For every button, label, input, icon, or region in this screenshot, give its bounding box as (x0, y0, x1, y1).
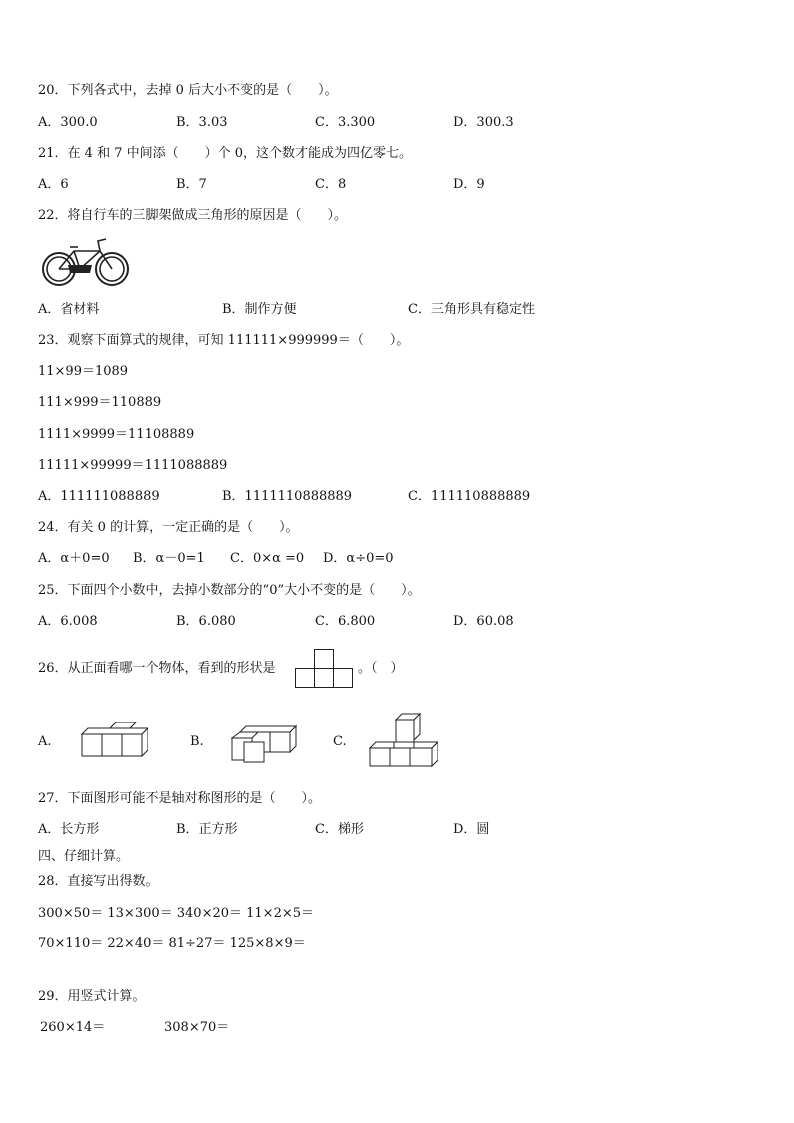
q22-option-a[interactable]: A．省材料 (38, 302, 100, 317)
q21-stem: 21．在 4 和 7 中间添（ ）个 0，这个数才能成为四亿零七。 (38, 146, 413, 161)
q21-option-c[interactable]: C．8 (315, 177, 347, 192)
cube-stack-b-icon[interactable] (230, 724, 298, 764)
q25-option-b[interactable]: B．6.080 (176, 614, 236, 629)
q28-row-2: 70×110＝ 22×40＝ 81÷27＝ 125×8×9＝ (38, 936, 306, 951)
q27-option-b[interactable]: B．正方形 (176, 822, 238, 837)
q26-option-c[interactable]: C. (333, 734, 347, 749)
q20-option-c[interactable]: C．3.300 (315, 115, 376, 130)
q23-option-c[interactable]: C．111110888889 (408, 489, 531, 504)
q24-option-c[interactable]: C．0×α =0 (230, 551, 305, 566)
q28-row-1: 300×50＝ 13×300＝ 340×20＝ 11×2×5＝ (38, 906, 315, 921)
q23-stem: 23．观察下面算式的规律，可知 111111×999999＝（ ）。 (38, 333, 410, 348)
q22-option-c[interactable]: C．三角形具有稳定性 (408, 302, 535, 317)
q27-option-d[interactable]: D．圆 (453, 822, 490, 837)
q25-option-a[interactable]: A．6.008 (38, 614, 98, 629)
q25-option-d[interactable]: D．60.08 (453, 614, 514, 629)
q28-stem: 28．直接写出得数。 (38, 874, 159, 889)
cube-stack-c-icon[interactable] (368, 712, 438, 768)
q23-option-b[interactable]: B．1111110888889 (222, 489, 353, 504)
q24-option-d[interactable]: D．α÷0=0 (323, 551, 394, 566)
q23-option-a[interactable]: A．111111088889 (38, 489, 160, 504)
q29-stem: 29．用竖式计算。 (38, 989, 146, 1004)
q26-stem-before: 26．从正面看哪一个物体，看到的形状是 (38, 661, 276, 676)
q24-stem: 24．有关 0 的计算，一定正确的是（ ）。 (38, 520, 299, 535)
q22-stem: 22．将自行车的三脚架做成三角形的原因是（ ）。 (38, 208, 348, 223)
cube-stack-a-icon[interactable] (80, 722, 148, 758)
q21-option-b[interactable]: B．7 (176, 177, 207, 192)
q20-option-a[interactable]: A．300.0 (38, 115, 98, 130)
q23-example-4: 11111×99999＝1111088889 (38, 458, 228, 473)
q27-option-a[interactable]: A．长方形 (38, 822, 100, 837)
q20-stem: 20．下列各式中，去掉 0 后大小不变的是（ ）。 (38, 83, 338, 98)
q27-option-c[interactable]: C．梯形 (315, 822, 364, 837)
q26-stem-after: 。（ ） (358, 661, 404, 676)
q21-option-d[interactable]: D．9 (453, 177, 485, 192)
q22-option-b[interactable]: B．制作方便 (222, 302, 297, 317)
q20-option-b[interactable]: B．3.03 (176, 115, 228, 130)
q24-option-b[interactable]: B．α－0=1 (133, 551, 205, 566)
q21-option-a[interactable]: A．6 (38, 177, 69, 192)
front-view-shape-icon (294, 648, 356, 690)
q26-option-a[interactable]: A. (38, 734, 52, 749)
bicycle-icon (40, 235, 132, 289)
q25-option-c[interactable]: C．6.800 (315, 614, 376, 629)
q29-item-1: 260×14＝ (40, 1020, 106, 1035)
section-4-title: 四、仔细计算。 (38, 849, 130, 864)
q20-option-d[interactable]: D．300.3 (453, 115, 514, 130)
q24-option-a[interactable]: A．α＋0=0 (38, 551, 110, 566)
q26-option-b[interactable]: B. (190, 734, 204, 749)
q23-example-3: 1111×9999＝11108889 (38, 427, 195, 442)
q29-item-2: 308×70＝ (164, 1020, 230, 1035)
q27-stem: 27．下面图形可能不是轴对称图形的是（ ）。 (38, 791, 322, 806)
q23-example-1: 11×99＝1089 (38, 364, 129, 379)
q25-stem: 25．下面四个小数中，去掉小数部分的“0”大小不变的是（ ）。 (38, 583, 421, 598)
q23-example-2: 111×999＝110889 (38, 395, 162, 410)
